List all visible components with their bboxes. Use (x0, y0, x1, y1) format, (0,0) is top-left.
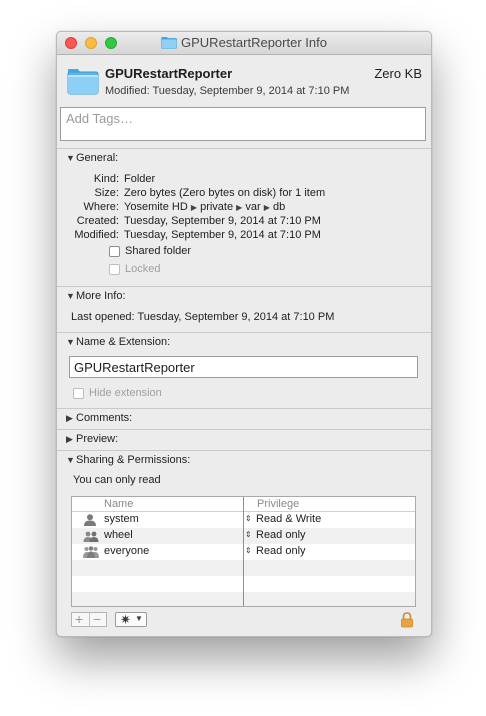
kind-label: Kind: (93, 173, 119, 185)
size-label: Size: (94, 187, 119, 199)
more-info-heading: More Info: (76, 290, 126, 302)
column-privilege[interactable]: Privilege (257, 498, 300, 510)
modified-value: Tuesday, September 9, 2014 at 7:10 PM (124, 229, 321, 241)
size-value: Zero bytes (Zero bytes on disk) for 1 item (124, 187, 326, 199)
permission-note: You can only read (73, 474, 161, 486)
file-size: Zero KB (374, 66, 422, 81)
divider (57, 148, 431, 149)
chevron-down-icon: ▼ (135, 614, 143, 623)
divider (57, 332, 431, 333)
user-icon (83, 514, 97, 529)
kind-value: Folder (124, 173, 156, 185)
divider (57, 408, 431, 409)
path-db[interactable]: db (272, 201, 286, 213)
name-field[interactable]: GPURestartReporter (69, 356, 418, 378)
divider (57, 450, 431, 451)
created-value: Tuesday, September 9, 2014 at 7:10 PM (124, 215, 321, 227)
folder-icon (67, 68, 99, 98)
path-volume[interactable]: Yosemite HD (124, 201, 188, 213)
privilege-popup[interactable] (245, 513, 321, 525)
add-remove-buttons (71, 612, 107, 627)
path-arrow-icon: ▶ (236, 203, 243, 212)
action-menu-button[interactable] (115, 612, 147, 627)
column-divider[interactable] (243, 497, 244, 607)
comments-heading: Comments: (76, 412, 133, 424)
info-window (56, 31, 432, 637)
updown-icon: ⇕ (245, 530, 252, 539)
divider (57, 429, 431, 430)
shared-folder-checkbox[interactable] (109, 246, 120, 257)
locked-label: Locked (125, 263, 161, 275)
row-privilege: Read only (256, 529, 306, 541)
modified-label: Modified: (74, 229, 119, 241)
window-title-wrap (57, 32, 431, 54)
column-name[interactable]: Name (104, 498, 134, 510)
created-label: Created: (76, 215, 119, 227)
hide-extension-label: Hide extension (89, 387, 162, 399)
section-sharing-permissions[interactable] (66, 454, 190, 466)
disclosure-open-icon: ▼ (66, 153, 75, 163)
locked-checkbox[interactable] (109, 264, 120, 275)
group-icon (83, 530, 99, 545)
section-name-extension[interactable] (66, 336, 170, 348)
row-privilege: Read & Write (256, 513, 322, 525)
add-user-button[interactable]: + (75, 611, 84, 627)
row-privilege: Read only (256, 545, 306, 557)
where-path (124, 201, 285, 213)
modified-date: Modified: Tuesday, September 9, 2014 at 7:10 PM (105, 85, 350, 97)
path-arrow-icon: ▶ (190, 203, 198, 212)
disclosure-closed-icon: ▶ (66, 434, 73, 444)
info-header (57, 55, 431, 155)
privilege-popup[interactable] (245, 545, 306, 557)
row-name: system (104, 513, 139, 525)
shared-folder-label: Shared folder (125, 245, 192, 257)
section-more-info[interactable] (66, 290, 126, 302)
general-heading: General: (76, 152, 119, 164)
disclosure-open-icon: ▼ (66, 291, 75, 301)
disclosure-open-icon: ▼ (66, 455, 75, 465)
permissions-table (71, 496, 416, 607)
section-comments[interactable] (66, 412, 132, 424)
lock-icon[interactable] (400, 612, 414, 631)
updown-icon: ⇕ (245, 514, 252, 523)
folder-icon (161, 34, 177, 56)
disclosure-open-icon: ▼ (66, 337, 75, 347)
privilege-popup[interactable] (245, 529, 306, 541)
gear-icon: ✷ (120, 612, 131, 627)
row-name: wheel (104, 529, 133, 541)
button-divider (89, 613, 90, 626)
path-var[interactable]: var (245, 201, 261, 213)
window-title: GPURestartReporter Info (181, 35, 327, 50)
preview-heading: Preview: (76, 433, 119, 445)
tags-field[interactable]: Add Tags… (60, 107, 426, 141)
last-opened: Last opened: Tuesday, September 9, 2014 at 7:10 PM (71, 311, 335, 323)
disclosure-closed-icon: ▶ (66, 413, 73, 423)
title-bar[interactable] (57, 32, 431, 55)
hide-extension-checkbox[interactable] (73, 388, 84, 399)
everyone-icon (83, 546, 99, 561)
path-arrow-icon: ▶ (263, 203, 270, 212)
remove-user-button[interactable]: − (93, 611, 102, 627)
sharing-heading: Sharing & Permissions: (76, 454, 191, 466)
updown-icon: ⇕ (245, 546, 252, 555)
row-name: everyone (104, 545, 150, 557)
file-name: GPURestartReporter (105, 66, 233, 81)
divider (57, 286, 431, 287)
where-label: Where: (83, 201, 119, 213)
name-extension-heading: Name & Extension: (76, 336, 171, 348)
section-general[interactable] (66, 152, 118, 164)
path-private[interactable]: private (200, 201, 234, 213)
section-preview[interactable] (66, 433, 118, 445)
